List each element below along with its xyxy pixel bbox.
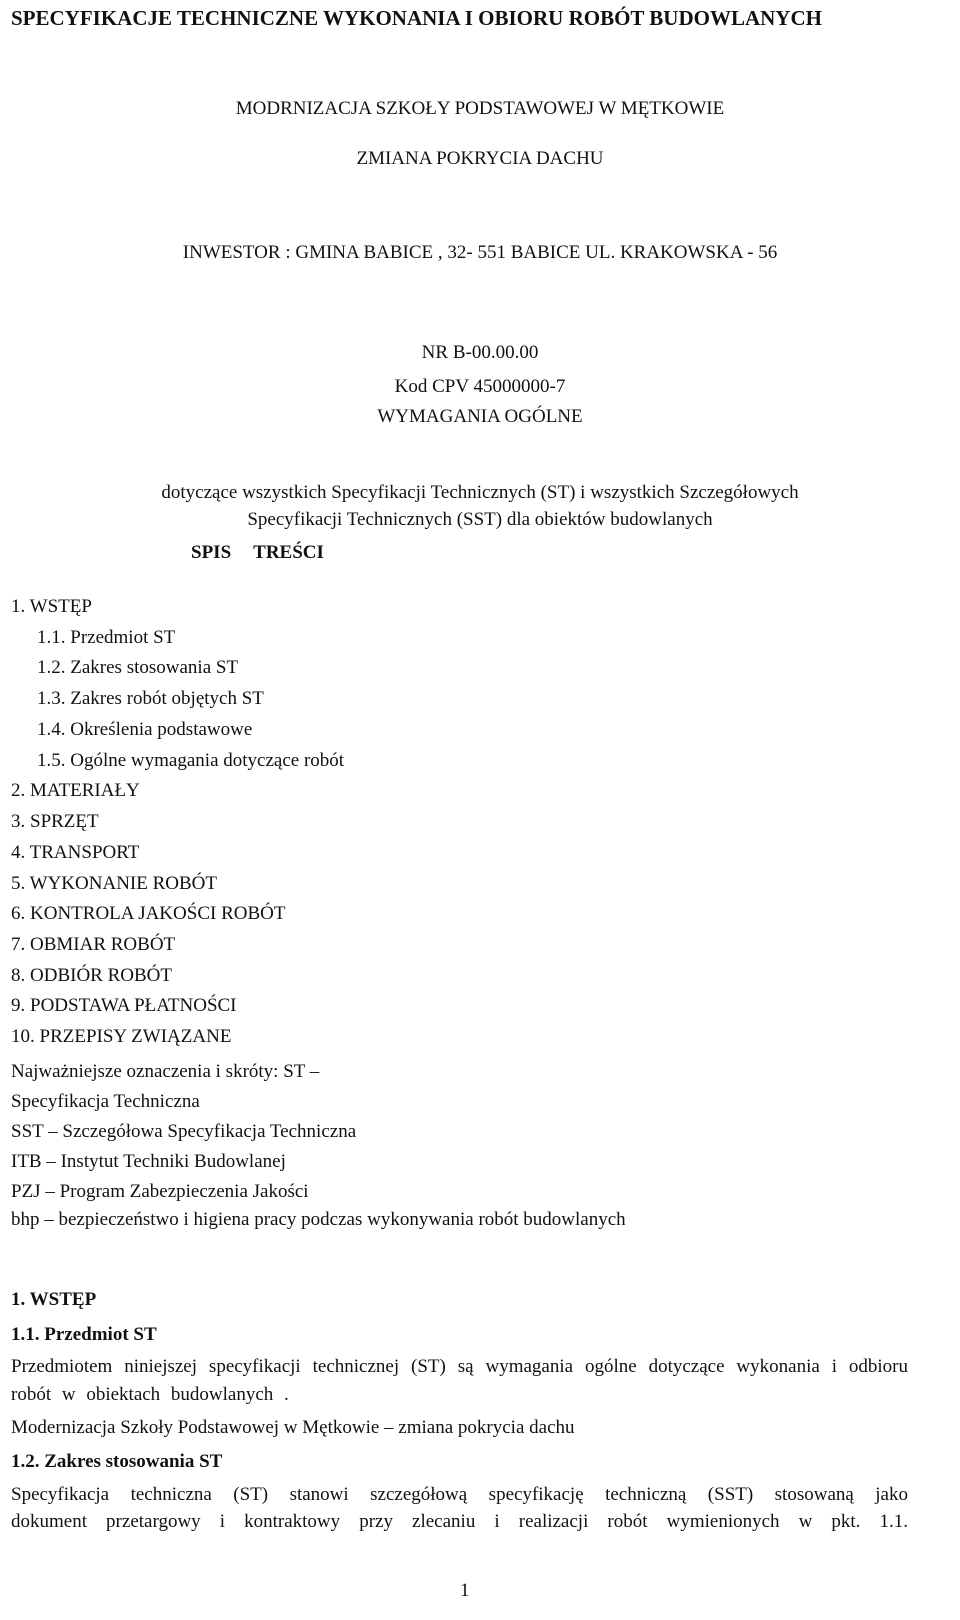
toc-item: 1.5. Ogólne wymagania dotyczące robót [37, 750, 345, 771]
abbreviation-line: Specyfikacja Techniczna [11, 1091, 200, 1112]
abbreviation-line: PZJ – Program Zabezpieczenia Jakości [11, 1181, 309, 1202]
toc-title [191, 543, 324, 562]
paragraph-line: Specyfikacja techniczna (ST) stanowi szczegółową specyfikację techniczną (SST) stosowaną jako [11, 1484, 908, 1505]
requirements-title: WYMAGANIA OGÓLNE [377, 406, 583, 427]
toc-item: 1.4. Określenia podstawowe [37, 719, 253, 740]
toc-item: 7. OBMIAR ROBÓT [11, 934, 176, 955]
toc-item: 3. SPRZĘT [11, 811, 99, 832]
document-title: SPECYFIKACJE TECHNICZNE WYKONANIA I OBIORU ROBÓT BUDOWLANYCH [11, 6, 822, 30]
paragraph-line: robót w obiektach budowlanych . [11, 1384, 289, 1405]
paragraph-line: Przedmiotem niniejszej specyfikacji technicznej (ST) są wymagania ogólne dotyczące wykonania i odbioru [11, 1356, 908, 1377]
abbreviation-line: SST – Szczegółowa Specyfikacja Techniczna [11, 1121, 357, 1142]
toc-item: 1.3. Zakres robót objętych ST [37, 688, 264, 709]
toc-item: 8. ODBIÓR ROBÓT [11, 965, 172, 986]
paragraph: Modernizacja Szkoły Podstawowej w Mętkowie – zmiana pokrycia dachu [11, 1417, 575, 1438]
toc-item: 2. MATERIAŁY [11, 780, 140, 801]
spec-number: NR B-00.00.00 [421, 342, 539, 363]
project-scope: ZMIANA POKRYCIA DACHU [356, 148, 604, 169]
toc-item: 9. PODSTAWA PŁATNOŚCI [11, 995, 237, 1016]
toc-item: 4. TRANSPORT [11, 842, 140, 863]
toc-title-word-2: TREŚCI [253, 542, 324, 563]
concerning-line-1: dotyczące wszystkich Specyfikacji Technicznych (ST) i wszystkich Szczegółowych [161, 482, 799, 503]
subsection-heading: 1.2. Zakres stosowania ST [11, 1451, 223, 1472]
cpv-code: Kod CPV 45000000-7 [394, 376, 566, 397]
toc-item: 6. KONTROLA JAKOŚCI ROBÓT [11, 903, 286, 924]
toc-item: 1. WSTĘP [11, 596, 92, 617]
toc-item: 10. PRZEPISY ZWIĄZANE [11, 1026, 232, 1047]
toc-item: 5. WYKONANIE ROBÓT [11, 873, 217, 894]
abbreviation-line: ITB – Instytut Techniki Budowlanej [11, 1151, 286, 1172]
page-number: 1 [460, 1580, 470, 1601]
concerning-line-2: Specyfikacji Technicznych (SST) dla obiektów budowlanych [247, 509, 713, 530]
abbreviation-line: Najważniejsze oznaczenia i skróty: ST – [11, 1061, 320, 1082]
abbreviation-line: bhp – bezpieczeństwo i higiena pracy podczas wykonywania robót budowlanych [11, 1209, 626, 1230]
subsection-heading: 1.1. Przedmiot ST [11, 1324, 157, 1345]
investor-line: INWESTOR : GMINA BABICE , 32- 551 BABICE UL. KRAKOWSKA - 56 [182, 242, 778, 263]
toc-title-word-1: SPIS [191, 542, 232, 563]
project-name: MODRNIZACJA SZKOŁY PODSTAWOWEJ W MĘTKOWIE [235, 98, 725, 119]
paragraph-line: dokument przetargowy i kontraktowy przy zlecaniu i realizacji robót wymienionych w pkt. 1.1. [11, 1511, 908, 1532]
toc-item: 1.2. Zakres stosowania ST [37, 657, 239, 678]
section-heading: 1. WSTĘP [11, 1289, 97, 1310]
toc-item: 1.1. Przedmiot ST [37, 627, 176, 648]
